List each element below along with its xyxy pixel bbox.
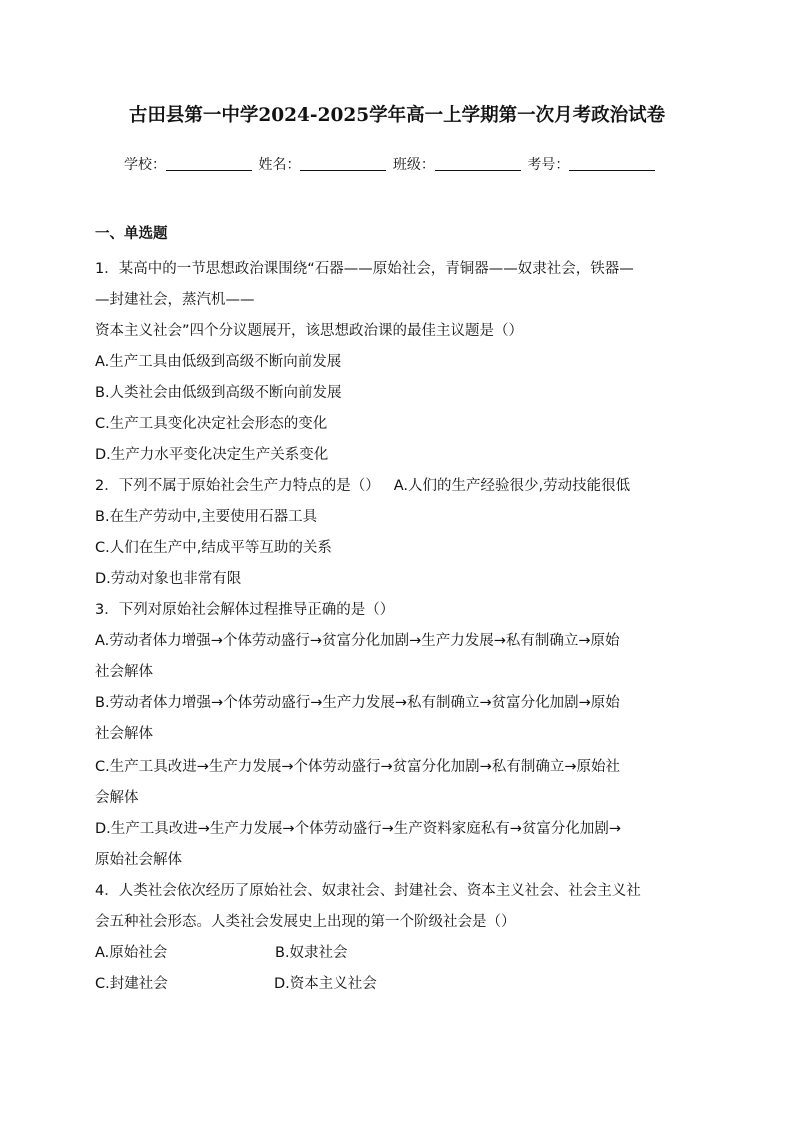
q2-stem: 2．下列不属于原始社会生产力特点的是（） [95, 478, 380, 494]
q4-options-row-2 [95, 974, 495, 994]
q1-option-c: C.生产工具变化决定社会形态的变化 [95, 416, 328, 432]
q3-option-b-line-1: B.劳动者体力增强→个体劳动盛行→生产力发展→私有制确立→贫富分化加剧→原始 [95, 695, 620, 711]
q2-option-a: A.人们的生产经验很少,劳动技能很低 [393, 478, 631, 494]
q1-stem-line-3: 资本主义社会”四个分议题展开，该思想政治课的最佳主议题是（） [95, 323, 524, 339]
class-label: 班级： [392, 157, 435, 173]
q3-option-d-line-2: 原始社会解体 [95, 852, 182, 868]
class-blank[interactable] [435, 156, 521, 171]
name-blank[interactable] [300, 156, 386, 171]
section-heading: 一、单选题 [95, 226, 168, 242]
school-label: 学校： [124, 157, 166, 173]
q2-option-d: D.劳动对象也非常有限 [95, 571, 242, 587]
q4-stem-line-2: 会五种社会形态。人类社会发展史上出现的第一个阶级社会是（） [95, 914, 516, 930]
q3-option-d-line-1: D.生产工具改进→生产力发展→个体劳动盛行→生产资料家庭私有→贫富分化加剧→ [95, 821, 622, 837]
q4-option-d: D.资本主义社会 [274, 976, 377, 992]
q3-option-a-line-1: A.劳动者体力增强→个体劳动盛行→贫富分化加剧→生产力发展→私有制确立→原始 [95, 633, 620, 649]
q4-option-c: C.封建社会 [95, 976, 168, 992]
q3-option-a-line-2: 社会解体 [95, 664, 153, 680]
q1-stem-line-2: —封建社会，蒸汽机—— [95, 292, 255, 308]
name-label: 姓名： [258, 157, 301, 173]
q1-option-a: A.生产工具由低级到高级不断向前发展 [95, 354, 342, 370]
page-title: 古田县第一中学2024-2025学年高一上学期第一次月考政治试卷 [128, 105, 666, 126]
student-info-row [124, 154, 657, 174]
q3-option-b-line-2: 社会解体 [95, 726, 153, 742]
q2-stem-line [95, 476, 630, 496]
q4-option-a: A.原始社会 [95, 945, 168, 961]
number-label: 考号： [527, 157, 570, 173]
q2-option-b: B.在生产劳动中,主要使用石器工具 [95, 509, 318, 525]
q1-stem-line-1: 1．某高中的一节思想政治课围绕“石器——原始社会，青铜器——奴隶社会，铁器— [95, 261, 634, 277]
q4-option-b: B.奴隶社会 [275, 945, 348, 961]
q3-stem: 3．下列对原始社会解体过程推导正确的是（） [95, 602, 395, 618]
school-blank[interactable] [166, 156, 252, 171]
q3-option-c-line-2: 会解体 [95, 790, 139, 806]
q4-options-row-1 [95, 943, 495, 963]
q1-option-b: B.人类社会由低级到高级不断向前发展 [95, 385, 342, 401]
q1-option-d: D.生产力水平变化决定生产关系变化 [95, 447, 329, 463]
q3-option-c-line-1: C.生产工具改进→生产力发展→个体劳动盛行→贫富分化加剧→私有制确立→原始社 [95, 759, 620, 775]
q4-stem-line-1: 4．人类社会依次经历了原始社会、奴隶社会、封建社会、资本主义社会、社会主义社 [95, 883, 641, 899]
number-blank[interactable] [569, 156, 655, 171]
q2-option-c: C.人们在生产中,结成平等互助的关系 [95, 540, 332, 556]
